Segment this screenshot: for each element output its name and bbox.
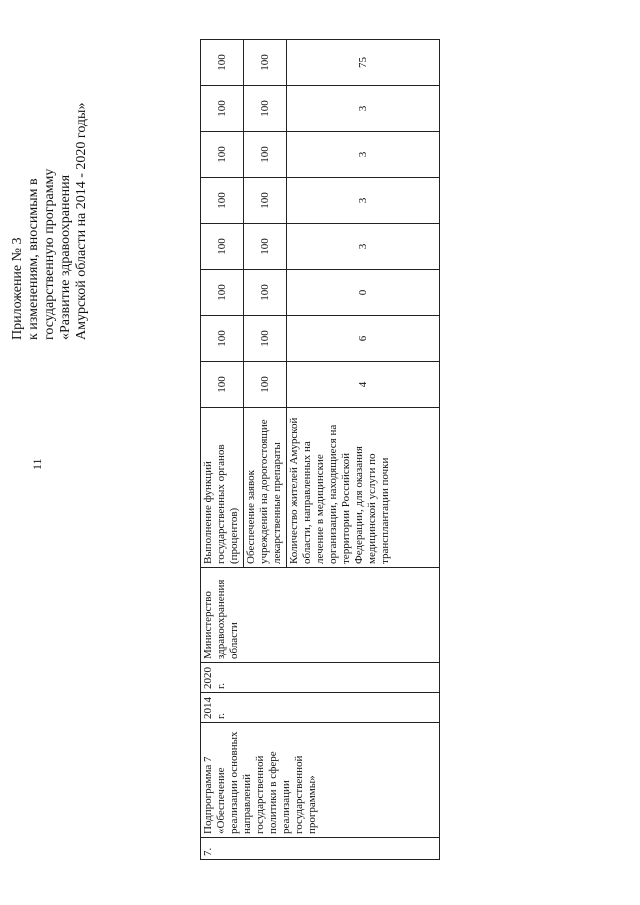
value-cell: 100 bbox=[201, 224, 244, 270]
row-number: 7. bbox=[201, 838, 440, 860]
value-cell: 0 bbox=[287, 270, 440, 316]
value-cell: 100 bbox=[201, 362, 244, 408]
value-cell: 4 bbox=[287, 362, 440, 408]
value-cell: 100 bbox=[201, 40, 244, 86]
indicator-name: Обеспечение заявок учреждений на дорогостоящие лекарственные препараты bbox=[244, 408, 287, 568]
header-line: Приложение № 3 bbox=[10, 237, 25, 340]
indicator-name: Количество жителей Амурской области, направленных на лечение в медицинские организации, находящиеся на территории Российской Федерации, для оказания медицинской услуги по трансплантации почки bbox=[287, 408, 440, 568]
value-cell: 3 bbox=[287, 224, 440, 270]
header-line: к изменениям, вносимым в bbox=[26, 178, 41, 340]
page-number: 11 bbox=[30, 458, 44, 470]
value-cell: 100 bbox=[244, 224, 287, 270]
indicator-name: Выполнение функций государственных органов (процентов) bbox=[201, 408, 244, 568]
value-cell: 100 bbox=[201, 132, 244, 178]
value-cell: 3 bbox=[287, 86, 440, 132]
value-cell: 6 bbox=[287, 316, 440, 362]
value-cell: 100 bbox=[244, 86, 287, 132]
start-year: 2014 г. bbox=[201, 693, 440, 723]
value-cell: 100 bbox=[244, 316, 287, 362]
header-line: Амурской области на 2014 - 2020 годы» bbox=[74, 102, 89, 340]
value-cell: 100 bbox=[244, 362, 287, 408]
value-cell: 3 bbox=[287, 178, 440, 224]
end-year: 2020 г. bbox=[201, 663, 440, 693]
value-cell: 100 bbox=[244, 132, 287, 178]
value-cell: 100 bbox=[244, 270, 287, 316]
value-cell: 100 bbox=[201, 316, 244, 362]
value-cell: 75 bbox=[287, 40, 440, 86]
value-cell: 100 bbox=[201, 178, 244, 224]
header-line: государственную программу bbox=[42, 168, 57, 340]
value-cell: 100 bbox=[201, 86, 244, 132]
executor: Министерство здравоохранения области bbox=[201, 568, 440, 663]
value-cell: 100 bbox=[244, 40, 287, 86]
header-line: «Развитие здравоохранения bbox=[58, 174, 73, 340]
subprogram-name: Подпрограмма 7 «Обеспечение реализации основных направлений государственной политики в сфере реализации государственной программы» bbox=[201, 723, 440, 838]
value-cell: 3 bbox=[287, 132, 440, 178]
table-row bbox=[201, 40, 244, 860]
program-table bbox=[200, 39, 440, 860]
value-cell: 100 bbox=[244, 178, 287, 224]
appendix-header bbox=[10, 40, 90, 340]
value-cell: 100 bbox=[201, 270, 244, 316]
